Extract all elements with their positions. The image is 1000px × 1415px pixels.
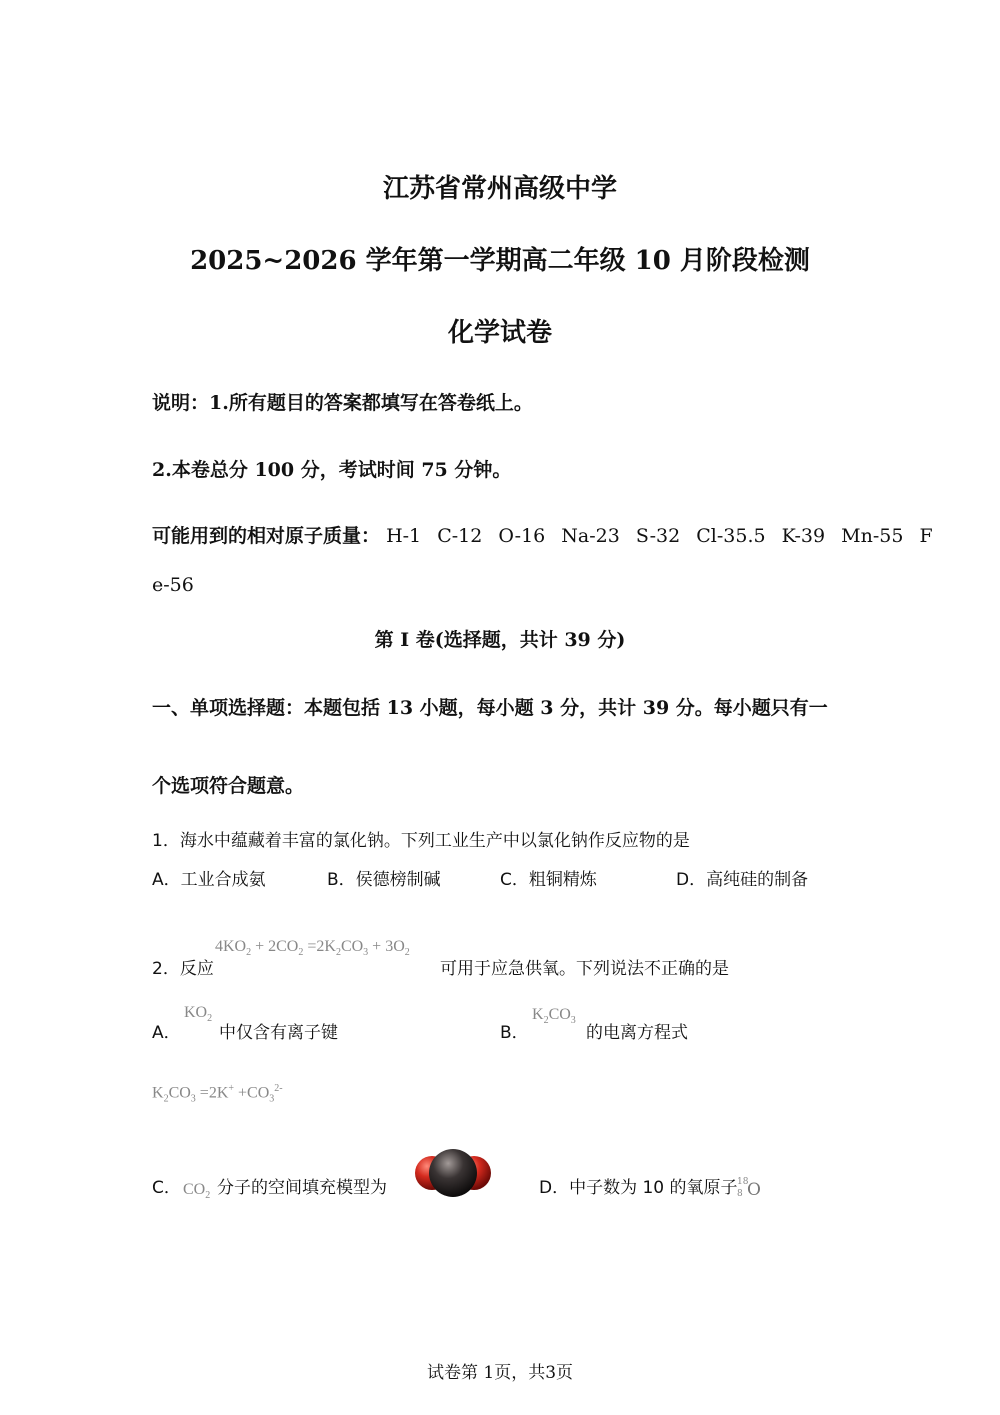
question-2-option-b-text: 的电离方程式	[586, 1023, 688, 1043]
mass-item: K-39	[781, 525, 826, 547]
question-2-suffix: 可用于应急供氧。下列说法不正确的是	[440, 959, 729, 979]
part-title-line-1: 一、单项选择题：本题包括 13 小题，每小题 3 分，共计 39 分。每小题只有一	[152, 697, 828, 719]
k2co3-formula: $K_2CO_3$	[532, 1006, 576, 1027]
subject-title: 化学试卷	[447, 318, 552, 348]
question-1-stem: 1．海水中蕴藏着丰富的氯化钠。下列工业生产中以氯化钠作反应物的是	[152, 831, 690, 851]
part-title-line-2: 个选项符合题意。	[152, 775, 305, 797]
mass-item: H-1	[386, 525, 422, 547]
co2-formula: $CO_2$	[183, 1181, 211, 1202]
question-1-option-c: C．粗铜精炼	[500, 870, 597, 890]
mass-item: F	[919, 525, 933, 547]
question-1-option-a: A．工业合成氨	[152, 870, 266, 890]
mass-item: Cl-35.5	[696, 525, 766, 547]
atomic-masses-line	[152, 521, 933, 548]
co2-space-filling-model	[412, 1145, 494, 1201]
carbon-atom	[429, 1149, 477, 1197]
ionization-equation: $K_2CO_3 =2K^+ +CO_3^{2-}$	[152, 1083, 283, 1105]
atomic-masses-list	[386, 525, 933, 547]
school-title: 江苏省常州高级中学	[382, 174, 617, 204]
question-2-option-b-label: B．	[500, 1023, 529, 1043]
question-2-option-a-text: 中仅含有离子键	[219, 1023, 338, 1043]
atomic-masses-label: 可能用到的相对原子质量：	[152, 525, 381, 547]
question-2-option-c-text: 分子的空间填充模型为	[217, 1178, 387, 1198]
mass-item: C-12	[437, 525, 483, 547]
mass-item: S-32	[635, 525, 681, 547]
exam-title: 2025~2026 学年第一学期高二年级 10 月阶段检测	[190, 246, 810, 276]
oxygen-18-isotope: 18 8 O	[737, 1177, 761, 1200]
question-2-option-d-text: D．中子数为 10 的氧原子	[539, 1178, 738, 1198]
page-footer: 试卷第 1页，共3页	[426, 1363, 574, 1383]
ko2-formula: $KO_2$	[184, 1004, 213, 1025]
question-1-option-d: D．高纯硅的制备	[676, 870, 809, 890]
mass-item: Mn-55	[841, 525, 904, 547]
atomic-masses-wrap: e-56	[152, 574, 194, 596]
question-2-prefix: 2．反应	[152, 959, 214, 979]
mass-item: O-16	[498, 525, 546, 547]
note-line-2: 2.本卷总分 100 分，考试时间 75 分钟。	[152, 459, 512, 481]
mass-item: Na-23	[561, 525, 620, 547]
volume-title: 第 I 卷(选择题，共计 39 分)	[374, 629, 626, 651]
note-line-1: 说明：1.所有题目的答案都填写在答卷纸上。	[152, 392, 533, 414]
question-2-option-a-label: A．	[152, 1023, 181, 1043]
question-2-option-c-label: C．	[152, 1178, 181, 1198]
question-2-equation: $4KO_2 + 2CO_2 =2K_2CO_3 + 3O_2$	[215, 938, 410, 959]
question-1-option-b: B．侯德榜制碱	[327, 870, 441, 890]
